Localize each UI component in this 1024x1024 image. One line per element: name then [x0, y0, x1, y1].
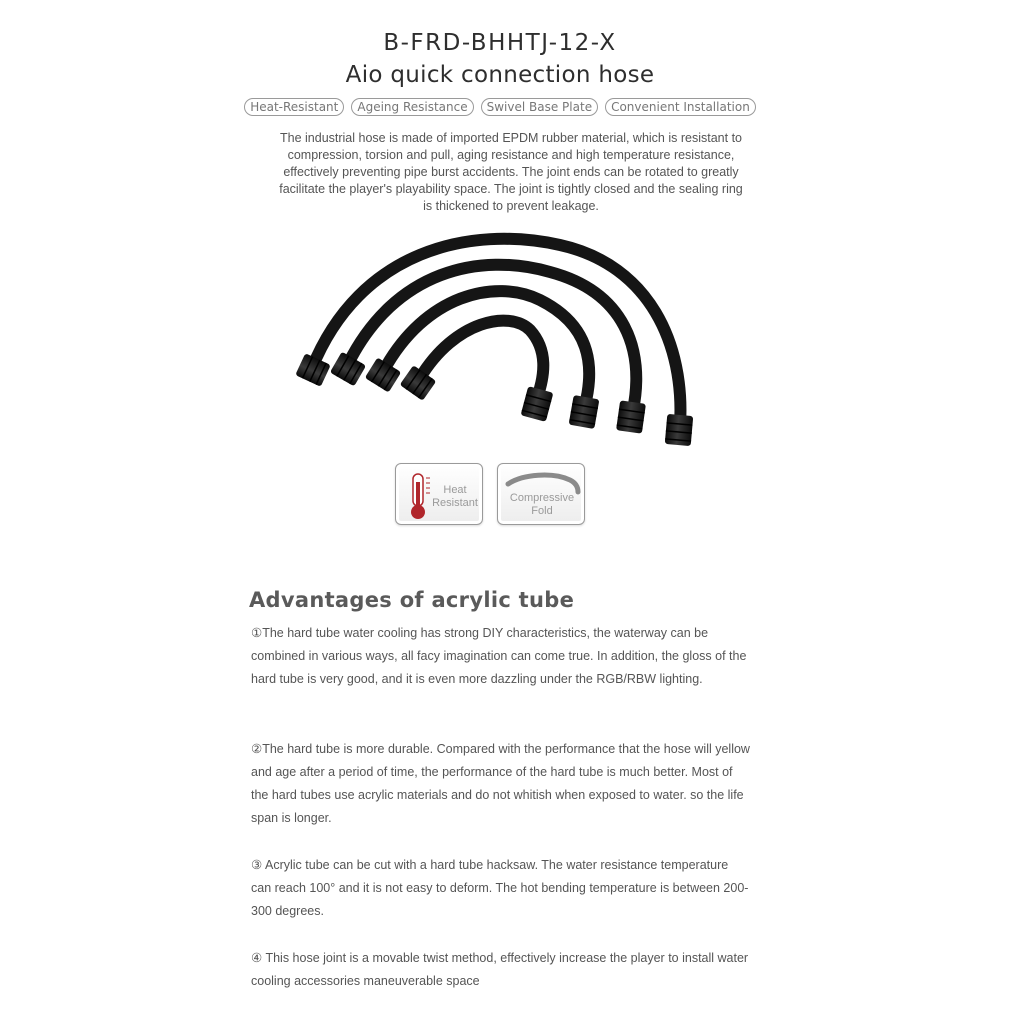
tag-heat-resistant: Heat-Resistant — [244, 98, 344, 116]
fitting-right-3 — [616, 400, 646, 433]
heat-resistant-badge — [395, 463, 483, 525]
fitting-right-1 — [521, 386, 554, 422]
model-number: B-FRD-BHHTJ-12-X — [383, 30, 617, 56]
fitting-left-1 — [295, 353, 331, 387]
advantage-item-4: ④ This hose joint is a movable twist method, effectively increase the player to install water cooling accessories maneuverable space — [251, 951, 749, 988]
fitting-right-4 — [665, 414, 694, 446]
product-title: Aio quick connection hose — [345, 62, 655, 88]
fitting-left-3 — [365, 357, 401, 392]
tag-ageing-resistance: Ageing Resistance — [351, 98, 473, 116]
compressive-fold-label: Compressive Fold — [509, 492, 575, 517]
advantage-item-3: ③ Acrylic tube can be cut with a hard tube hacksaw. The water resistance temperature can reach 100° and it is not easy to deform. The hot bending temperature is between 200-300 degrees. — [251, 858, 749, 918]
compressive-fold-badge — [497, 463, 585, 525]
hose-1 — [420, 321, 543, 398]
product-description: The industrial hose is made of imported EPDM rubber material, which is resistant to compression, torsion and pull, aging resistance and high temperature resistance, effectively preventing pipe burst accidents. The joint ends can be rotated to greatly facilitate the player's playability space. The joint is tightly closed and the sealing ring is thickened to prevent leakage. — [279, 131, 743, 213]
advantage-item-1: ①The hard tube water cooling has strong DIY characteristics, the waterway can be combined in various ways, all facy imagination can come true. In addition, the gloss of the hard tube is very good, and it is even more dazzling under the RGB/RBW lighting. — [251, 626, 747, 686]
tag-swivel-base-plate: Swivel Base Plate — [481, 98, 598, 116]
tag-convenient-installation: Convenient Installation — [605, 98, 756, 116]
advantages-heading: Advantages of acrylic tube — [249, 588, 575, 612]
advantage-item-2: ②The hard tube is more durable. Compared with the performance that the hose will yellow and age after a period of time, the performance of the hard tube is much better. Most of the hard tubes use acrylic materials and do not whitish when exposed to water. so the life span is longer. — [251, 742, 750, 825]
heat-resistant-label: Heat Resistant — [432, 484, 478, 509]
fitting-left-2 — [330, 352, 366, 387]
fitting-right-2 — [569, 395, 600, 429]
